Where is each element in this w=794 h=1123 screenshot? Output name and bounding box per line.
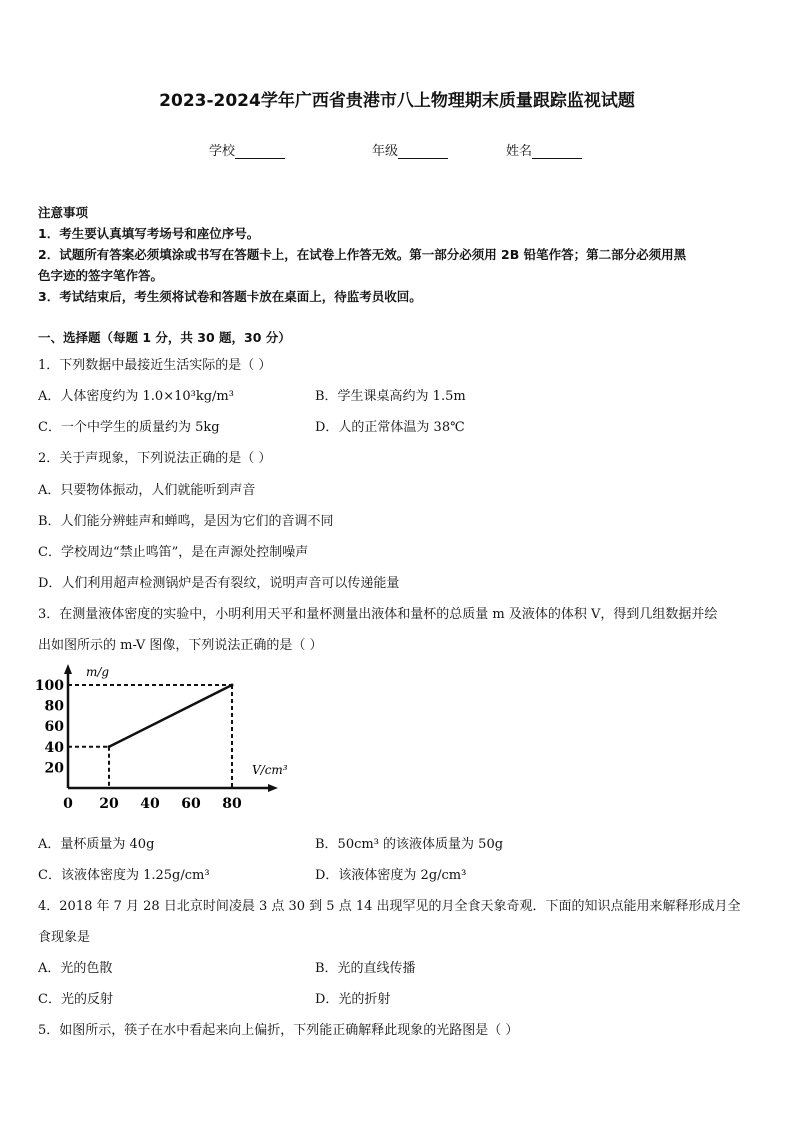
y-axis-label: m/g [86,665,110,679]
name-field[interactable] [506,140,582,159]
q4-option-a: A．光的色散 [38,961,113,976]
exam-title: 2023-2024学年广西省贵港市八上物理期末质量跟踪监视试题 [159,91,635,111]
q2-stem: 2．关于声现象，下列说法正确的是（ ） [38,451,272,466]
y-tick-label: 60 [44,719,64,736]
y-tick-label: 100 [34,678,64,694]
q2-option-b: B．人们能分辨蛙声和蝉鸣，是因为它们的音调不同 [38,514,334,529]
q5-stem: 5．如图所示，筷子在水中看起来向上偏折，下列能正确解释此现象的光路图是（ ） [38,1023,519,1038]
q3-option-c: C．该液体密度为 1.25g/cm³ [38,868,210,883]
notice-item-2: 2．试题所有答案必须填涂或书写在答题卡上，在试卷上作答无效。第一部分必须用 2B 铅笔作答；第二部分必须用黑 [38,247,687,262]
q4-stem-line2: 食现象是 [38,930,91,945]
q2-option-d: D．人们利用超声检测锅炉是否有裂纹，说明声音可以传递能量 [38,576,400,591]
school-field[interactable] [209,140,285,159]
section-heading: 一、选择题（每题 1 分，共 30 题，30 分） [38,330,291,345]
q4-option-c: C．光的反射 [38,992,113,1007]
x-axis-arrow [268,784,278,792]
y-tick-label: 20 [44,760,64,777]
y-axis-arrow [64,664,72,674]
q4-stem-line1: 4．2018 年 7 月 28 日北京时间凌晨 3 点 30 到 5 点 14 出现罕见的月全食天象奇观．下面的知识点能用来解释形成月全 [38,899,741,914]
q3-stem-line2: 出如图所示的 m-V 图像，下列说法正确的是（ ） [38,638,323,653]
x-tick-label: 80 [222,796,242,812]
q3-stem-line1: 3．在测量液体密度的实验中，小明利用天平和量杯测量出液体和量杯的总质量 m 及液体的体积 V，得到几组数据并绘 [38,607,718,622]
x-tick-label: 40 [140,796,160,812]
y-tick-label: 80 [44,698,64,715]
grade-blank[interactable] [398,144,448,159]
q2-option-a: A．只要物体振动，人们就能听到声音 [38,483,256,498]
q3-option-a: A．量杯质量为 40g [38,837,155,852]
q3-option-b: B．50cm³ 的该液体质量为 50g [315,837,504,852]
q3-option-d: D．该液体密度为 2g/cm³ [315,868,467,883]
notice-item-1: 1．考生要认真填写考场号和座位序号。 [38,226,260,241]
q4-option-b: B．光的直线传播 [315,961,416,976]
student-info-row [0,140,794,162]
q1-stem: 1．下列数据中最接近生活实际的是（ ） [38,358,272,373]
x-tick-label: 20 [99,796,119,812]
school-blank[interactable] [235,144,285,159]
q1-option-a: A．人体密度约为 1.0×10³kg/m³ [38,389,234,404]
q4-option-d: D．光的折射 [315,992,391,1007]
data-point [231,684,234,687]
notice-heading: 注意事项 [38,205,89,220]
notice-item-3: 3．考试结束后，考生须将试卷和答题卡放在桌面上，待监考员收回。 [38,289,422,304]
data-point [108,745,111,748]
grade-field[interactable] [372,140,448,159]
y-tick-label: 40 [44,739,64,756]
x-tick-label: 0 [63,796,73,812]
q1-option-c: C．一个中学生的质量约为 5kg [38,420,220,435]
x-axis-label: V/cm³ [252,763,288,777]
mass-volume-graph [34,662,288,822]
school-label: 学校 [209,144,236,159]
data-line [109,685,232,747]
grade-label: 年级 [372,144,399,159]
q2-option-c: C．学校周边“禁止鸣笛”，是在声源处控制噪声 [38,545,309,560]
name-label: 姓名 [506,144,533,159]
name-blank[interactable] [532,144,582,159]
notice-item-2-cont: 色字迹的签字笔作答。 [38,268,164,283]
q1-option-d: D．人的正常体温为 38℃ [315,420,465,435]
x-tick-label: 60 [181,796,201,812]
q1-option-b: B．学生课桌高约为 1.5m [315,389,466,404]
